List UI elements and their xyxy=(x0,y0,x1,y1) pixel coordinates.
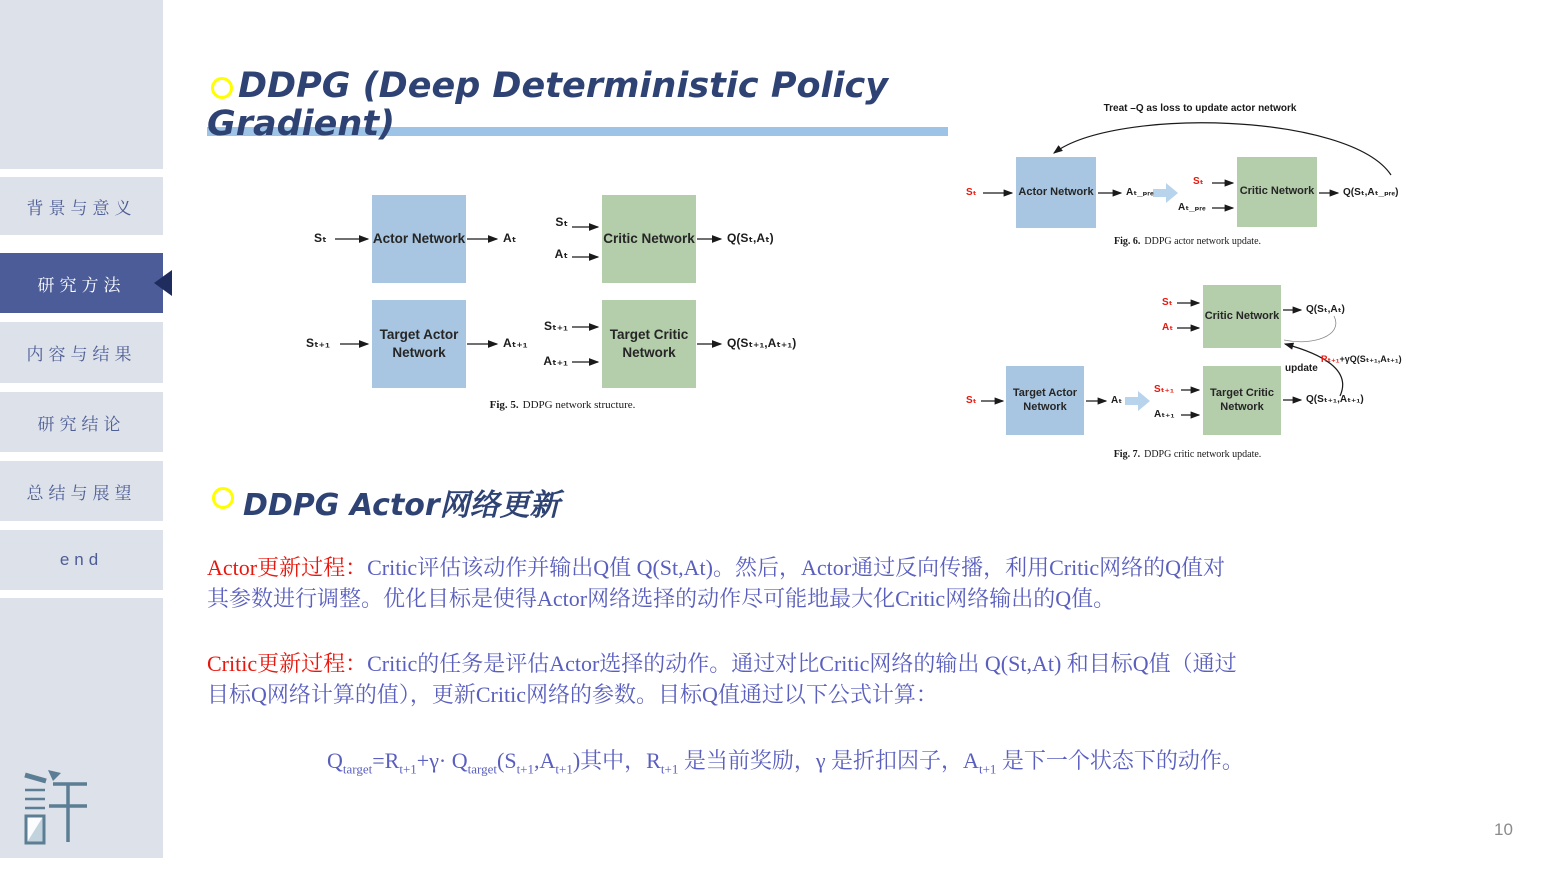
actor-network-box: Actor Network xyxy=(372,195,466,283)
fig6-ddpg-actor-update xyxy=(950,95,1455,255)
q-value-label: Q(Sₜ,Aₜ) xyxy=(1306,304,1345,315)
paragraph-text: 其参数进行调整。优化目标是使得Actor网络选择的动作尽可能地最大化Critic网络输出的Q值。 xyxy=(207,586,1116,611)
state-label: Sₜ xyxy=(314,231,327,245)
next-state-label: Sₜ₊₁ xyxy=(1154,384,1174,395)
sidebar-item-content-results[interactable] xyxy=(0,322,163,383)
paragraph-actor-update xyxy=(207,552,1542,614)
discounted-q-label: +γQ(Sₜ₊₁,Aₜ₊₁) xyxy=(1339,354,1402,364)
target-critic-network-box: Target Critic Network xyxy=(1203,366,1281,435)
action-label: Aₜ xyxy=(1162,322,1174,333)
critic-network-box: Critic Network xyxy=(1203,285,1281,348)
fig5-caption-text: DDPG network structure. xyxy=(522,399,636,411)
q-value-label: Q(Sₜ,Aₜ) xyxy=(727,231,774,245)
next-action-label: Aₜ₊₁ xyxy=(503,336,528,350)
paragraph-critic-update xyxy=(207,648,1542,710)
action-label: Aₜ xyxy=(1111,395,1123,406)
fig5-caption-label: Fig. 5. xyxy=(489,399,519,411)
sidebar-item-conclusions[interactable] xyxy=(0,392,163,452)
sidebar-item-end[interactable] xyxy=(0,530,163,590)
sidebar-item-label: 总结与展望 xyxy=(26,483,137,503)
state-label: Sₜ xyxy=(1162,297,1173,308)
state-label: Sₜ xyxy=(555,215,568,229)
sidebar-item-methods[interactable] xyxy=(0,253,163,313)
target-q-value-label: Q(Sₜ₊₁,Aₜ₊₁) xyxy=(1306,394,1364,405)
fig5-ddpg-network-structure xyxy=(290,185,835,425)
target-actor-network-box: Target Actor Network xyxy=(372,300,466,388)
next-action-label: Aₜ₊₁ xyxy=(543,354,568,368)
next-action-label: Aₜ₊₁ xyxy=(1154,409,1175,420)
next-state-label: Sₜ₊₁ xyxy=(306,336,330,350)
logo-icon xyxy=(18,765,93,847)
state-label: Sₜ xyxy=(966,395,977,406)
target-actor-network-box: Target Actor Network xyxy=(1006,366,1084,435)
page-title-line1: DDPG (Deep Deterministic Policy xyxy=(238,66,889,106)
paragraph-text: 目标Q网络计算的值），更新Critic网络的参数。目标Q值通过以下公式计算： xyxy=(207,682,938,707)
fig7-caption xyxy=(950,449,1425,460)
fig7-ddpg-critic-update xyxy=(950,270,1455,470)
paragraph-text: Critic评估该动作并输出Q值 Q(St,At)。然后，Actor通过反向传播，利用Critic网络的Q值对 xyxy=(367,555,1226,580)
bullet-circle-icon xyxy=(212,487,234,509)
sidebar-item-label: 内容与结果 xyxy=(26,345,137,364)
state-label: Sₜ xyxy=(966,187,977,198)
pre-action-label: Aₜ_ₚᵣₑ xyxy=(1126,187,1154,198)
update-label: update xyxy=(1285,363,1318,374)
flow-arrow-icon xyxy=(1125,391,1150,411)
sidebar-item-label: end xyxy=(59,550,104,569)
fig5-caption xyxy=(290,399,835,411)
critic-network-box: Critic Network xyxy=(1237,157,1317,227)
target-q-value-label: Q(Sₜ₊₁,Aₜ₊₁) xyxy=(727,336,797,350)
action-label: Aₜ xyxy=(503,231,517,245)
sidebar-item-summary-outlook[interactable] xyxy=(0,461,163,521)
state-label: Sₜ xyxy=(1193,176,1204,187)
actor-network-box: Actor Network xyxy=(1016,157,1096,228)
fig6-caption-label: Fig. 6. xyxy=(1113,236,1141,247)
sidebar-item-label: 研究结论 xyxy=(37,414,126,434)
active-item-arrow-icon xyxy=(154,270,172,296)
target-critic-network-box: Target Critic Network xyxy=(602,300,696,388)
pre-action-label: Aₜ_ₚᵣₑ xyxy=(1178,202,1206,213)
next-state-label: Sₜ₊₁ xyxy=(544,319,568,333)
bullet-circle-icon xyxy=(211,77,233,99)
critic-network-box: Critic Network xyxy=(602,195,696,283)
sidebar-footer-block xyxy=(0,598,163,858)
sidebar-item-background[interactable] xyxy=(0,177,163,235)
sidebar-item-label: 背景与意义 xyxy=(26,198,137,218)
target-q-formula-label xyxy=(1321,354,1402,365)
paragraph-lead-red: Actor更新过程： xyxy=(207,555,368,580)
reward-label: Rₜ₊₁ xyxy=(1321,354,1340,364)
fig7-caption-text: DDPG critic network update. xyxy=(1144,449,1262,460)
fig6-annotation: Treat –Q as loss to update actor network xyxy=(1103,103,1297,114)
page-title-line2: Gradient) xyxy=(207,104,396,144)
page-number: 10 xyxy=(1494,820,1513,839)
action-label: Aₜ xyxy=(554,247,568,261)
fig6-caption-text: DDPG actor network update. xyxy=(1144,236,1262,247)
sidebar-item-label: 研究方法 xyxy=(37,275,126,295)
fig6-caption xyxy=(950,236,1425,247)
paragraph-lead-red: Critic更新过程： xyxy=(207,651,368,676)
flow-arrow-icon xyxy=(1153,183,1178,203)
sidebar-header-block xyxy=(0,0,163,169)
q-value-label: Q(Sₜ,Aₜ_ₚᵣₑ) xyxy=(1343,187,1399,198)
q-target-formula: $Q_{target}=R_{t+1}+\gamma\cdot Q_{target}(S_{t+1},A_{t+1})$其中，$R_{t+1}$ 是当前奖励，γ 是折扣因子，$A_{t+1}$ 是下一个状态下的动作。 xyxy=(327,748,1244,777)
paragraph-text: Critic的任务是评估Actor选择的动作。通过对比Critic网络的输出 Q(St,At) 和目标Q值（通过 xyxy=(367,651,1237,676)
fig7-caption-label: Fig. 7. xyxy=(1113,449,1141,460)
section-heading-actor-update: DDPG Actor网络更新 xyxy=(243,488,560,523)
